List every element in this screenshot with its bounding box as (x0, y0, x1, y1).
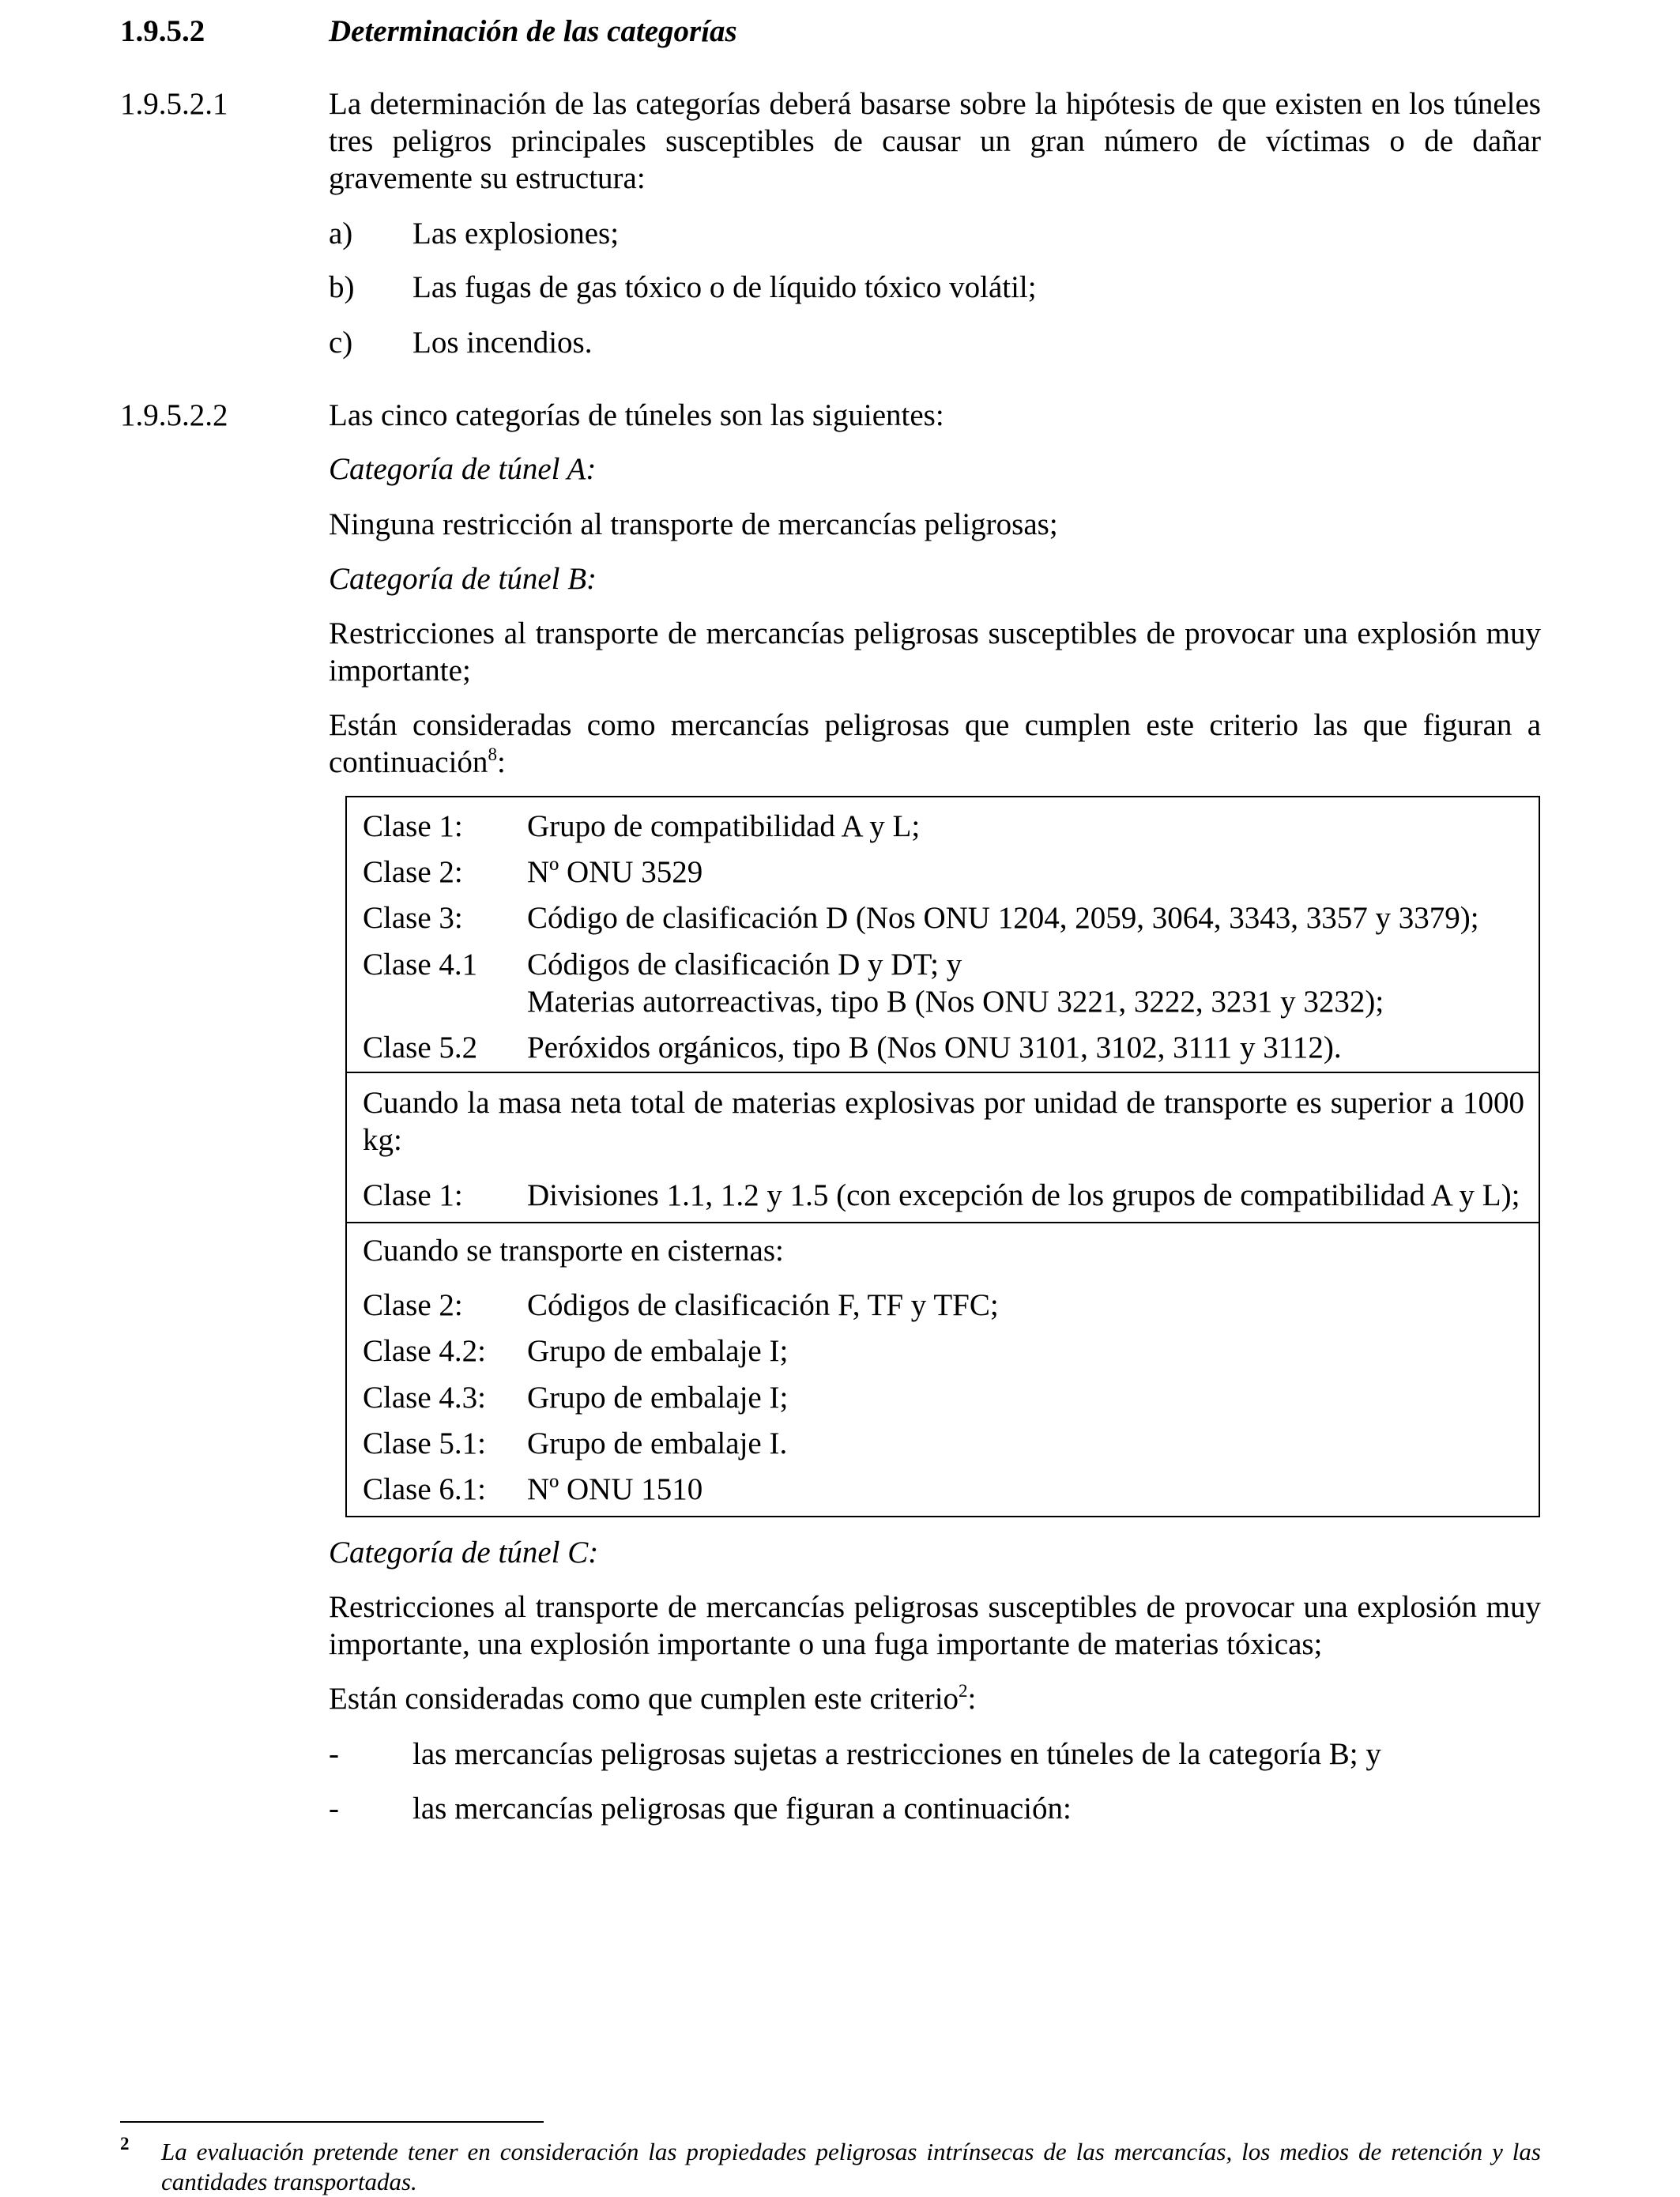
list-item: Las fugas de gas tóxico o de líquido tóxico volátil; (412, 270, 1037, 304)
table-value: Códigos de clasificación F, TF y TFC; (527, 1288, 999, 1322)
footnote-text: La evaluación pretende tener en consideración las propiedades peligrosas intrínsecas de las mercancías, los medios de retención y las cantidades transportadas. (161, 2138, 1541, 2195)
table-class: Clase 4.1 (363, 948, 478, 982)
section-title: Determinación de las categorías (329, 14, 737, 48)
footnote-number: 2 (120, 2134, 130, 2154)
table-value: Nº ONU 1510 (527, 1472, 703, 1506)
list-item: Las explosiones; (412, 217, 620, 251)
category-a-title: Categoría de túnel A: (329, 452, 597, 486)
list-item: Los incendios. (412, 326, 593, 360)
list-item-marker: c) (329, 326, 353, 360)
footnote-ref: 8 (488, 744, 497, 764)
category-c-text: Restricciones al transporte de mercancías peligrosas susceptibles de provocar una explosión muy importante, una explosión importante o una fuga importante de materias tóxicas; (329, 1590, 1541, 1661)
category-c-title: Categoría de túnel C: (329, 1536, 599, 1570)
paragraph-intro: Las cinco categorías de túneles son las siguientes: (329, 398, 944, 432)
table-value: Grupo de embalaje I. (527, 1426, 788, 1460)
table-class: Clase 6.1: (363, 1472, 486, 1506)
bullet-marker: - (329, 1792, 339, 1826)
table-divider (345, 1072, 1540, 1073)
bullet-marker: - (329, 1737, 339, 1771)
category-b-criteria: Están consideradas como mercancías peligrosas que cumplen este criterio las que figuran a continuación$^8$: (329, 708, 1541, 779)
table-value: Grupo de embalaje I; (527, 1381, 789, 1415)
paragraph-number: 1.9.5.2.2 (120, 398, 228, 432)
table-value: Códigos de clasificación D y DT; y (527, 948, 962, 982)
table-value: Nº ONU 3529 (527, 855, 703, 889)
table-class: Clase 2: (363, 1288, 463, 1322)
list-item-marker: b) (329, 270, 355, 304)
table-class: Clase 1: (363, 1178, 463, 1212)
bullet-item: las mercancías peligrosas sujetas a restricciones en túneles de la categoría B; y (412, 1737, 1381, 1771)
category-b-text: Restricciones al transporte de mercancías peligrosas susceptibles de provocar una explosión muy importante; (329, 616, 1541, 688)
table-class: Clase 4.3: (363, 1381, 486, 1415)
table-class: Clase 5.2 (363, 1031, 478, 1065)
table-section-intro: Cuando se transporte en cisternas: (363, 1234, 784, 1268)
section-number: 1.9.5.2 (120, 14, 205, 48)
table-value: Grupo de embalaje I; (527, 1334, 789, 1368)
table-value: Grupo de compatibilidad A y L; (527, 809, 921, 843)
table-value: Peróxidos orgánicos, tipo B (Nos ONU 3101, 3102, 3111 y 3112). (527, 1031, 1342, 1065)
paragraph-text: La determinación de las categorías deberá basarse sobre la hipótesis de que existen en los túneles tres peligros principales susceptibles de causar un gran número de víctimas o de dañar gravemente su estructura: (329, 87, 1541, 195)
bullet-item: las mercancías peligrosas que figuran a continuación: (412, 1792, 1072, 1826)
table-class: Clase 3: (363, 901, 463, 935)
table-value: Divisiones 1.1, 1.2 y 1.5 (con excepción de los grupos de compatibilidad A y L); (527, 1178, 1520, 1212)
footnote-ref: 2 (959, 1681, 968, 1701)
table-class: Clase 5.1: (363, 1426, 486, 1460)
table-value: Materias autorreactivas, tipo B (Nos ONU 3221, 3222, 3231 y 3232); (527, 985, 1384, 1019)
table-class: Clase 1: (363, 809, 463, 843)
table-class: Clase 2: (363, 855, 463, 889)
list-item-marker: a) (329, 217, 353, 251)
category-c-criteria: Están consideradas como que cumplen este criterio$^2$: (329, 1681, 977, 1716)
table-section-intro: Cuando la masa neta total de materias explosivas por unidad de transporte es superior a 1000 kg: (363, 1086, 1524, 1157)
category-b-title: Categoría de túnel B: (329, 562, 597, 596)
paragraph-number: 1.9.5.2.1 (120, 87, 228, 121)
table-class: Clase 4.2: (363, 1334, 486, 1368)
footnote-separator (120, 2121, 544, 2123)
category-a-text: Ninguna restricción al transporte de mercancías peligrosas; (329, 507, 1058, 541)
table-divider (345, 1222, 1540, 1223)
table-value: Código de clasificación D (Nos ONU 1204, 2059, 3064, 3343, 3357 y 3379); (527, 901, 1479, 935)
